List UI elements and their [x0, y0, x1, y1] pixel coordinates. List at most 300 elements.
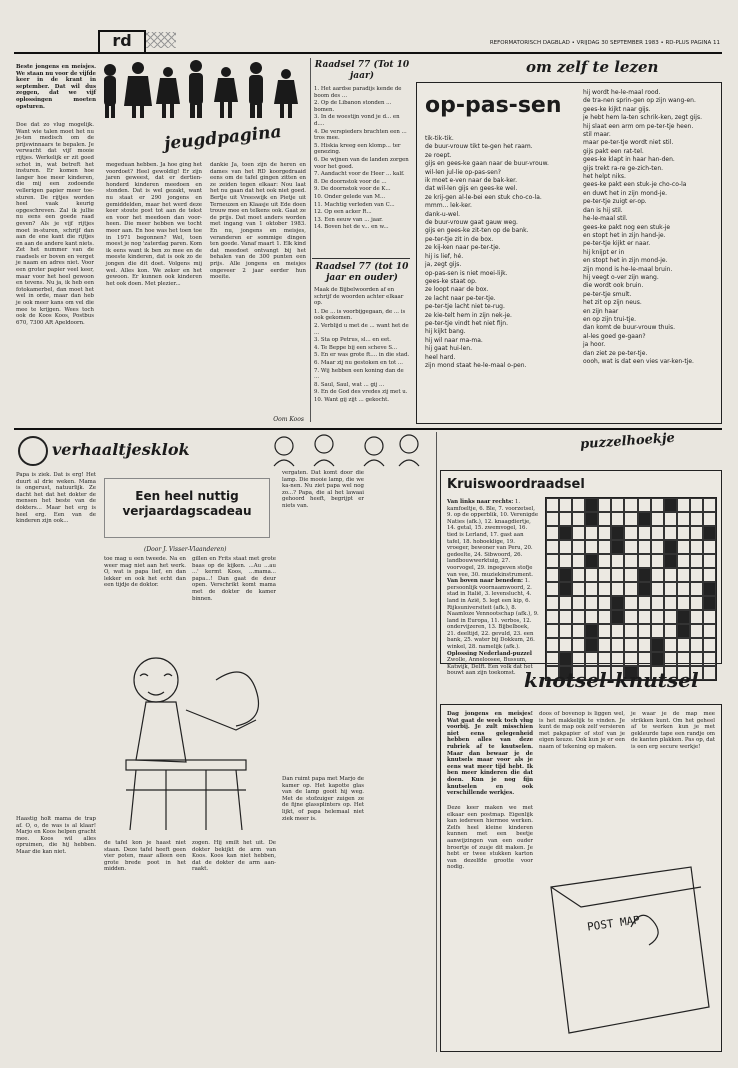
crossword-cell — [546, 652, 559, 666]
crossword-cell — [624, 596, 637, 610]
raadsel-young-item: 1. Het aardse paradijs kende de boom des ... — [314, 86, 402, 99]
verhaal-column-3: gillen en Frits staat met grote baas op de kijken. ...Au ...au ...' kermt Koos, ...mama... papa...! Dan gaat de deur open. Verschrikt komt mama met de dokter de kamer binnen. — [192, 556, 276, 602]
crossword-cell — [546, 554, 559, 568]
story-line: gees-ke staat op. — [425, 277, 477, 285]
crossword-cell — [638, 610, 651, 624]
crossword-cell — [611, 652, 624, 666]
crossword-cell — [611, 526, 624, 540]
raadsel-young-item: 9. De doornstok voor de K... — [314, 186, 391, 193]
crossword-cell — [664, 652, 677, 666]
knutsel-column-2: doos of bovenop is liggen wel, is het makkelijk te vinden. Je kunt de map ook zelf versieren met pakpapier of stof van je eigen keuze. Ook kun je er een naam of tekening op maken. — [539, 711, 625, 750]
crossword-cell — [690, 624, 703, 638]
puzzel-horizontaal-clues: 1. kamfoeltje, 6. Ble, 7. voorzetsel, 9. op de opperblik, 10. Verenigde Naties (afk.), 12. knaagdiertje, 14. getal, 15. zwemvogel, 16. tied is Lerland, 17. gast aan tafel, 18. hoboeklige, 19. vroeger, bewoner van Peru, 20. gedeelte, 24. Sibwoord, 26. landbouwwerktuig, 27. voorvogel, 29. ingegeven stofje van vee, 30. muziekinstrument. — [447, 499, 539, 578]
crossword-cell — [664, 624, 677, 638]
story-line: pe-ter-tje lacht niet te-rug. — [425, 303, 505, 311]
raadsel-old-item: 1. De ... is voorbijgegaan, de ... is ook gekomen. — [314, 308, 406, 322]
crossword-cell — [611, 638, 624, 652]
story-line: tik-tik-tik. — [425, 135, 454, 142]
crossword-cell — [703, 652, 716, 666]
puzzel-banner: puzzelhoekje — [579, 430, 676, 453]
crossword-cell — [598, 512, 611, 526]
crossword-cell — [703, 568, 716, 582]
puzzel-section — [440, 430, 722, 677]
crossword-cell — [651, 596, 664, 610]
crossword-cell — [546, 596, 559, 610]
crossword-cell — [598, 540, 611, 554]
raadsel-old-list — [314, 309, 410, 404]
raadsel-young-item: 11. Machtig verleden van C... — [314, 201, 395, 208]
jeugdpagina-signature: Oom Koos — [273, 416, 304, 423]
crossword-cell — [624, 652, 637, 666]
postmap-illustration — [541, 857, 715, 1045]
crossword-cell — [677, 596, 690, 610]
raadsel-young-item: 7. Aandacht voor de Heer ... kalf. — [314, 171, 405, 178]
crossword-cell — [703, 498, 716, 512]
crossword-cell — [572, 596, 585, 610]
crossword-cell — [690, 596, 703, 610]
crossword-cell — [638, 540, 651, 554]
crossword-cell — [585, 638, 598, 652]
crossword-cell — [651, 624, 664, 638]
story-line: ze roept. — [425, 151, 452, 159]
crossword-cell — [572, 582, 585, 596]
puzzel-title: Kruiswoordraadsel — [447, 477, 585, 492]
verhaal-bottom-column-3: zogen. Hij smilt het uit. De dokter bekijkt de arm van Koos. Koos kan niet hebben, dat de dokter de arm aan-raakt. — [192, 840, 276, 873]
crossword-cell — [677, 526, 690, 540]
puzzel-horizontaal-head: Van links naar rechts: — [447, 499, 514, 505]
crossword-cell — [651, 610, 664, 624]
crossword-cell — [624, 568, 637, 582]
story-line: gees-ke pakt een stuk-je cho-co-la — [583, 181, 687, 189]
story-line: hij wordt he-le-maal rood. — [583, 89, 661, 96]
crossword-cell — [598, 610, 611, 624]
crossword-cell — [598, 526, 611, 540]
page-header-text: REFORMATORISCH DAGBLAD • VRIJDAG 30 SEPTEMBER 1983 • RD-PLUS PAGINA 11 — [489, 40, 720, 46]
crossword-cell — [624, 512, 637, 526]
raadsel-young-item: 14. Boven het de v... en w... — [314, 224, 389, 231]
story-line: die wordt ook bruin. — [583, 282, 644, 290]
crossword-cell — [611, 568, 624, 582]
crossword-cell — [677, 638, 690, 652]
verhaal-bottom-column-2: de tafel kon je haast niet staan. Deze tafel heeft geen vier poten, maar alleen een grote brede poot in het midden. — [104, 840, 186, 873]
raadsel-old-item: 5. En er was grote ft.... in die stad. — [314, 352, 410, 359]
crossword-cell — [559, 512, 572, 526]
story-line: ze krij-gen al-le-bei een stuk cho-co-la. — [425, 193, 542, 201]
crossword-cell — [703, 638, 716, 652]
crossword-cell — [690, 498, 703, 512]
crossword-cell — [677, 624, 690, 638]
crossword-cell — [546, 498, 559, 512]
story-line: hij gaat hui-len. — [425, 345, 472, 353]
story-line: hij wil naar ma-ma. — [425, 336, 483, 344]
jeugdpagina-column-2: megeduan hebben. Ja hoe ging het voordoet? Heel gewoldig! Er zijn jaren geweest, dat er dertien-honderd kinderen meedoen en stonden. Dat is wel gezakt, want nu staat er 290 jongens en gemiddelden, maar het werd deze keer stoute post tot aan de tekst en voor het meedoen dan voor-heen. Die meer hebben we tocht meer aan. En hoe was het toen toe in 1971 begonnen? Wel, toen moest je nog 'zaterdag paren. Kom ik eens want ik ben zo mee en de meeste kinderen, dat is ook zo de jongen die dit doet. Volgens mij wel. Alles kon. We zeker en het gewoon. Er kunnen ook kinderen het ook doen. Met plezier... — [106, 162, 202, 287]
story-line: en stopt het in zijn hand-je. — [583, 231, 666, 239]
story-line: dan komt de buur-vrouw thuis. — [583, 324, 675, 332]
story-line: wil-len jul-lie op-pas-sen? — [425, 168, 501, 176]
crossword-cell — [598, 568, 611, 582]
crossword-cell — [598, 638, 611, 652]
jeugdpagina-column-1: Doe dat zo vlug mogelijk. Want wie talen moet het nu je-ten medisch om de prijswinnaars te bepalen. Je verwacht dat vijf mooie rijtjes. Werkelijk er zit goed schot in, wat betreft het insturen. Er komen hoe langer hoe meer kinderen, die mij een zodoende vellerigen papier meer toe-sturen. De rijtjes worden heel vaak keurig opgeschreven. Zal ik jullie nu eens een goede raad geven? Als je vijf rijtjes moet in-sturen, schrijf dan aan de ene kant die rijtjes en aan de andere kant niets. Zet het nummer van de raadsels er boven en verget je naam en adres niet. Voor een groter papier veel keer, maar voor het heel gewoon en tevens. Nu ja, ik heb een fotokamerbel, dan moet het wel in orde, maar dan heb je ook meer kans om vel die mee te krijgen. Wees toch ook de Koos Koos, Postbus 670, 7300 AR Apeldoorn. — [16, 122, 95, 326]
crossword-cell — [638, 596, 651, 610]
puzzel-verticaal-clues: 1. persoonlijk voornaamwoord, 2. stad in Italië, 3. levenslucht, 4. land in Azië, 5. legt een kip, 6. Rijksuniversiteit (afk.), 8. Naamloze Vennootschap (afk.), 9. land in Europa, 11. verbos, 12. ondervijzeren, 13. Bijbelboek, 21. deeltijd, 22. gevuld, 23. een bank, 25. water bij Dokkum, 26. winkel, 28. namelijk (afk.). — [447, 578, 539, 651]
crossword-cell — [638, 526, 651, 540]
story-line: dat wil-len gijs en gees-ke wel. — [425, 185, 518, 193]
crossword-cell — [677, 652, 690, 666]
crossword-cell — [585, 540, 598, 554]
crossword-cell — [559, 498, 572, 512]
crossword-cell — [585, 526, 598, 540]
story-line: gijs en gees-ke gaan naar de buur-vrouw. — [425, 160, 549, 168]
crossword-cell — [690, 652, 703, 666]
crossword-cell — [638, 498, 651, 512]
crossword-cell — [677, 512, 690, 526]
crossword-cell — [651, 498, 664, 512]
story-line: je hebt hem la-ten schrik-ken, zegt gijs. — [583, 114, 702, 122]
crossword-cell — [598, 652, 611, 666]
story-line: hij veegt o-ver zijn wang. — [583, 273, 659, 281]
crossword-cell — [651, 568, 664, 582]
crossword-cell — [651, 554, 664, 568]
crossword-cell — [651, 652, 664, 666]
crossword-cell — [677, 498, 690, 512]
jeugdpagina-intro: Beste jongens en meisjes. We staan nu voor de vijfde keer in de krant in september. Dat wil dus zeggen, dat we vijf oplossingen moeten opsturen. — [16, 64, 96, 110]
story-line: pe-ter-tje kijkt er naar. — [583, 240, 651, 248]
story-line: dan is hij stil. — [583, 206, 623, 214]
crossword-cell — [611, 624, 624, 638]
crossword-cell — [611, 512, 624, 526]
crossword-cell — [664, 498, 677, 512]
knutsel-banner: knotsel-knutsel — [524, 668, 699, 692]
story-line: de tra-nen sprin-gen op zijn wang-en. — [583, 97, 696, 105]
crossword-cell — [611, 554, 624, 568]
puzzel-oplossing-text: Zwolle, Anneloosee, Bussum, Katwijk, Delft. Een volk dat het bouwt aan zijn toekomst. — [447, 657, 533, 677]
crossword-cell — [611, 582, 624, 596]
crossword-cell — [677, 554, 690, 568]
postmap-label: POST MAP — [586, 913, 641, 934]
verhaal-illustration — [106, 640, 276, 836]
crossword-cell — [559, 596, 572, 610]
crossword-cell — [690, 610, 703, 624]
verhaal-column-1: Papa is ziek. Dat is erg! Het duurt al drie weken. Mama is ongerust, natuurlijk. Ze dacht het dat het dokter de mensen het beste van de dokters... Maar het erg is heel erg. Een van de kinderen zijn ook... — [16, 472, 96, 525]
crossword-cell — [624, 610, 637, 624]
story-line: gees-ke klapt in haar han-den. — [583, 156, 675, 164]
knutsel-intro: Dag jongens en meisjes! Wat gaat de week toch vlug voorbij. Je zult misschien niet eens gelegenheid hebben alles van deze rubriek af te knutselen. Maar dan bewaar je de knutsels maar voor als je eens wat meer tijd hebt. Ik ben meer kinderen die dat doen. Kun je nog fijn knutselen en ook verschillende werkjes. — [447, 711, 533, 797]
crossword-cell — [703, 582, 716, 596]
crossword-cell — [664, 568, 677, 582]
raadsel-young-box — [314, 60, 410, 256]
verhaal-clock-icon — [18, 436, 48, 466]
crossword-cell — [690, 638, 703, 652]
crossword-cell — [585, 624, 598, 638]
story-line: al-les goed ge-gaan? — [583, 332, 646, 340]
story-line: pe-ter-tje zuigt er-op. — [583, 198, 647, 206]
crossword-cell — [572, 638, 585, 652]
crossword-cell — [651, 512, 664, 526]
puzzel-oplossing-head: Oplossing Nederland-puzzel — [447, 650, 532, 657]
crossword-cell — [546, 512, 559, 526]
crossword-cell — [559, 526, 572, 540]
crossword-cell — [651, 638, 664, 652]
story-line: oooh, wat is dat een vies var-ken-tje. — [583, 358, 694, 365]
rd-logo: rd — [98, 30, 146, 54]
crossword-cell — [624, 540, 637, 554]
om-zelf-section — [416, 58, 722, 424]
crossword-cell — [559, 540, 572, 554]
crossword-cell — [572, 624, 585, 638]
raadsel-old-item: 7. Wij hebben een koning dan de ... — [314, 367, 404, 381]
crossword-cell — [677, 582, 690, 596]
story-line: en op zijn trui-tje. — [583, 315, 637, 323]
story-line: pe-ter-tje vindt het niet fijn. — [425, 319, 508, 327]
crossword-cell — [585, 554, 598, 568]
raadsel-old-item: 2. Verblijd u met de ... want het de ... — [314, 322, 409, 336]
story-line: maar pe-ter-tje wordt niet stil. — [583, 139, 674, 147]
story-line: pe-ter-tje zit in de box. — [425, 235, 494, 243]
crossword-cell — [611, 498, 624, 512]
crossword-cell — [598, 554, 611, 568]
raadsel-young-item: 13. Een eeuw van ... jaar. — [314, 216, 383, 223]
crossword-cell — [611, 596, 624, 610]
crossword-cell — [703, 526, 716, 540]
om-zelf-column-1 — [425, 135, 575, 370]
crossword-cell — [677, 568, 690, 582]
verhaal-bottom-column-1: Haastig holt mama de trap af. O, o, de was is al klaar! Marjo en Koos helpen gracht mee. Koos wil alles opruimen, die hij hebben. Maar die kan niet. — [16, 816, 96, 855]
crossword-cell — [624, 624, 637, 638]
crossword-cell — [690, 526, 703, 540]
raadsel-old-box — [314, 262, 410, 422]
story-line: hij kijkt bang. — [425, 328, 466, 336]
crossword-cell — [546, 540, 559, 554]
crossword-cell — [690, 540, 703, 554]
crossword-cell — [638, 568, 651, 582]
raadsel-young-item: 6. De wijnen van de landen zorgen voor het goed. — [314, 156, 409, 170]
story-line: en stopt het in zijn mond-je. — [583, 257, 668, 265]
verhaal-title-box — [104, 478, 270, 538]
story-line: pe-ter-tje smult. — [583, 290, 632, 298]
crossword-cell — [598, 624, 611, 638]
story-line: dan ziet ze pe-ter-tje. — [583, 349, 648, 357]
raadsel-old-item: 3. Sta op Petrus, sl... en eet. — [314, 337, 392, 344]
puzzel-verticaal-head: Van boven naar beneden: — [447, 578, 523, 585]
crossword-cell — [559, 652, 572, 666]
verhaal-title: Een heel nuttig verjaardagscadeau — [122, 489, 252, 518]
crossword-cell — [598, 498, 611, 512]
story-line: heel hard. — [425, 353, 456, 361]
crossword-cell — [624, 582, 637, 596]
crossword-cell — [611, 610, 624, 624]
story-line: hij slaat een arm om pe-ter-tje heen. — [583, 122, 694, 130]
raadsel-old-item: 4. Te Beppe bij een scheve S... — [314, 344, 398, 351]
story-line: de buur-vrouw gaat gauw weg. — [425, 219, 518, 227]
story-line: zijn mond is he-le-maal bruin. — [583, 265, 673, 273]
crossword-cell — [664, 638, 677, 652]
jeugdpagina-silhouettes — [96, 60, 308, 120]
verhaal-banner: verhaaltjesklok — [52, 440, 190, 459]
crossword-cell — [664, 596, 677, 610]
crossword-cell — [651, 540, 664, 554]
crossword-cell — [703, 624, 716, 638]
jeugdpagina-column-3: dankie Ja, toen zijn de heren en dames van het RD koorgedraaid eens om de tafel gingen zitten en ze zeiden tegen elkaar: Nou laat het nu gaan dat het ook niet goed. Bertje uit Vreeswijk en Pietje uit Terneuzen en Klaasje uit Ede doen trouw mee en telkens ook. Gaat ze de prijs. Dat moet anders worden met ingang van 1 oktober 1983. En nu, jongens en meisjes, veranderen er sommige dingen ten goede. Vanaf maart 1. Elk kind dat meedoet ontvangt bij het behalen van de 300 punten een prijs. Alle jongens en meisjes ongeveer 2 jaar eerder hun moeite. — [210, 162, 306, 281]
crossword-cell — [664, 526, 677, 540]
crossword-cell — [598, 596, 611, 610]
knutsel-box — [440, 704, 722, 1052]
verhaal-column-4: vergaten. Dat komt door die lamp. Die mooie lamp, die we ka-nen. Nu ziet papa wel nog zo...? Papa, die al het lawaai gehoord heeft, begrijpt er niets van. — [282, 470, 364, 509]
crossword-cell — [572, 540, 585, 554]
crossword-cell — [572, 610, 585, 624]
crossword-cell — [664, 554, 677, 568]
story-line: dank-u-wel. — [425, 210, 461, 218]
crossword-cell — [638, 652, 651, 666]
story-line: op-pas-sen is niet moei-lijk. — [425, 269, 508, 277]
crossword-cell — [664, 540, 677, 554]
crossword-cell — [703, 512, 716, 526]
crossword-cell — [559, 610, 572, 624]
crossword-cell — [572, 526, 585, 540]
crossword-cell — [638, 638, 651, 652]
crossword-cell — [690, 512, 703, 526]
story-line: gijs en gees-ke zit-ten op de bank. — [425, 227, 529, 235]
om-zelf-title: op-pas-sen — [425, 93, 562, 118]
crossword-cell — [572, 498, 585, 512]
om-zelf-column-2 — [583, 89, 719, 366]
story-line: gees-ke pakt nog een stuk-je — [583, 223, 671, 231]
knutsel-column-3: je waar je de map mee strikken kunt. Om het geheel af te werken kun je met gekleurde tape een randje om de kanten plakken. Pas op, dat is een erg secure werkje! — [631, 711, 715, 750]
raadsel-young-item: 4. De verspieders brachten een ... tros mee. — [314, 128, 407, 142]
story-line: ze lacht naar pe-ter-tje. — [425, 294, 496, 302]
crossword-cell — [546, 610, 559, 624]
crossword-cell — [546, 568, 559, 582]
story-line: het helpt niks. — [583, 173, 626, 181]
raadsel-old-item: 8. Saul, Saul, wat ... gij ... — [314, 381, 385, 388]
story-line: gees-ke kijkt naar gijs. — [583, 105, 651, 113]
verhaal-byline: (Door J. Visser-Vlaanderen) — [144, 546, 227, 553]
raadsel-young-item: 10. Onder gelede van M... — [314, 193, 386, 200]
crossword-cell — [585, 568, 598, 582]
logo-grid-decoration — [146, 32, 176, 48]
crossword-cell — [572, 568, 585, 582]
story-line: de buur-vrouw tikt te-gen het raam. — [425, 143, 533, 151]
crossword-cell — [703, 554, 716, 568]
crossword-cell — [585, 652, 598, 666]
crossword-cell — [677, 540, 690, 554]
crossword-cell — [664, 512, 677, 526]
story-line: hij knijpt er in — [583, 248, 625, 256]
crossword-cell — [572, 512, 585, 526]
story-line: ja hoor. — [583, 341, 606, 349]
crossword-cell — [585, 610, 598, 624]
jeugdpagina-section — [14, 58, 308, 428]
story-line: ik moet e-ven naar de bak-ker. — [425, 177, 518, 185]
crossword-cell — [598, 582, 611, 596]
story-line: zijn mond staat he-le-maal o-pen. — [425, 361, 527, 369]
puzzel-clues — [447, 499, 539, 677]
story-line: ze kij-ken naar pe-ter-tje. — [425, 244, 501, 252]
raadsel-old-title: Raadsel 77 (tot 10 jaar en ouder) — [315, 262, 409, 283]
crossword-cell — [624, 526, 637, 540]
crossword-cell — [677, 610, 690, 624]
story-line: hij is lief, hé. — [425, 252, 464, 260]
raadsel-young-item: 12. Op een acker R... — [314, 209, 372, 216]
crossword-cell — [559, 624, 572, 638]
crossword-cell — [546, 638, 559, 652]
crossword-cell — [690, 582, 703, 596]
verhaal-children-drawing — [264, 432, 424, 468]
crossword-cell — [559, 554, 572, 568]
crossword-cell — [638, 624, 651, 638]
crossword-cell — [585, 582, 598, 596]
story-line: het zit op zijn neus. — [583, 299, 642, 307]
raadsel-young-item: 5. Hiskia kreeg een klomp... ter genezing. — [314, 142, 401, 156]
raadsel-old-item: 10. Want gij zijt ... gekocht. — [314, 396, 389, 403]
raadsel-young-item: 3. In de woestijn vond je d... en d.... — [314, 114, 400, 127]
crossword-cell — [585, 512, 598, 526]
crossword-cell — [690, 568, 703, 582]
crossword-cell — [585, 498, 598, 512]
story-line: he-le-maal stil. — [583, 215, 628, 223]
raadsel-young-title: Raadsel 77 (Tot 10 jaar) — [314, 60, 410, 81]
crossword-cell — [546, 526, 559, 540]
raadsel-old-item: 9. En de God des vredes zij met u. — [314, 389, 408, 396]
crossword-cell — [559, 568, 572, 582]
crossword-cell — [703, 596, 716, 610]
crossword-cell — [546, 624, 559, 638]
om-zelf-story-box — [416, 82, 722, 424]
crossword-cell — [638, 554, 651, 568]
crossword-cell — [572, 652, 585, 666]
crossword-cell — [546, 582, 559, 596]
story-line: gijs trekt ra-re ge-zich-ten. — [583, 164, 664, 172]
crossword-cell — [624, 554, 637, 568]
masthead — [98, 28, 720, 50]
raadsel-young-item: 8. De doornstok voor de ... — [314, 178, 387, 185]
crossword-cell — [585, 596, 598, 610]
crossword-cell — [559, 582, 572, 596]
crossword-cell — [572, 554, 585, 568]
crossword-cell — [664, 610, 677, 624]
crossword-cell — [664, 582, 677, 596]
story-line: ja, zegt gijs. — [425, 261, 462, 269]
crossword-cell — [690, 554, 703, 568]
knutsel-section — [440, 668, 722, 1052]
raadsel-young-list — [314, 86, 410, 231]
verhaal-column-2: toe mag u een tweede. Na en weer mag niet aan het werk. O, wat is papa lief, en dan lekker en ook het echt dan een tijdje de doktor. — [104, 556, 186, 589]
raadsel-young-item: 2. Op de Libanon stonden ... bomen. — [314, 100, 392, 113]
crossword-cell — [624, 498, 637, 512]
crossword-cell — [611, 540, 624, 554]
raadsel-old-item: 6. Maar zij nu gestoken en tot ... — [314, 359, 403, 366]
crossword-cell — [703, 610, 716, 624]
crossword-cell — [559, 638, 572, 652]
verhaal-section — [14, 432, 434, 1052]
jeugdpagina-title: jeugdpagina — [163, 121, 283, 155]
crossword-grid — [545, 497, 717, 681]
raadsel-old-intro: Maak de Bijbelwoorden af en schrijf de woorden achter elkaar op. — [314, 287, 404, 307]
knutsel-column-1: Deze keer maken we met elkaar een postmap. Eigenlijk kan iedereen hiermee werken. Zelfs heel kleine kinderen kunnen met een beetje aanwijzingen van een ouder broertje of zusje dit maken. Je hebt er twee stukken karton van dezelfde grootte voor nodig. — [447, 805, 533, 871]
story-line: gijs pakt een rat-tel. — [583, 147, 644, 155]
crossword-cell — [651, 526, 664, 540]
story-line: en zijn haar — [583, 307, 619, 315]
crossword-cell — [703, 540, 716, 554]
story-line: ze loopt naar de box. — [425, 286, 489, 294]
om-zelf-banner: om zelf te lezen — [526, 58, 659, 76]
story-line: stil maar. — [583, 131, 611, 139]
story-line: mmm... lek-ker. — [425, 202, 472, 210]
puzzel-box — [440, 470, 722, 677]
crossword-cell — [638, 512, 651, 526]
crossword-cell — [638, 582, 651, 596]
crossword-cell — [651, 582, 664, 596]
verhaal-column-5: Dan ruimt papa met Marjo de kamer op. Het kapotte glas van de lamp gooit hij weg. Met de stofzuiger zuigen ze de fijne glassplinters op. Het lijkt, of papa helemaal niet ziek meer is. — [282, 776, 364, 822]
